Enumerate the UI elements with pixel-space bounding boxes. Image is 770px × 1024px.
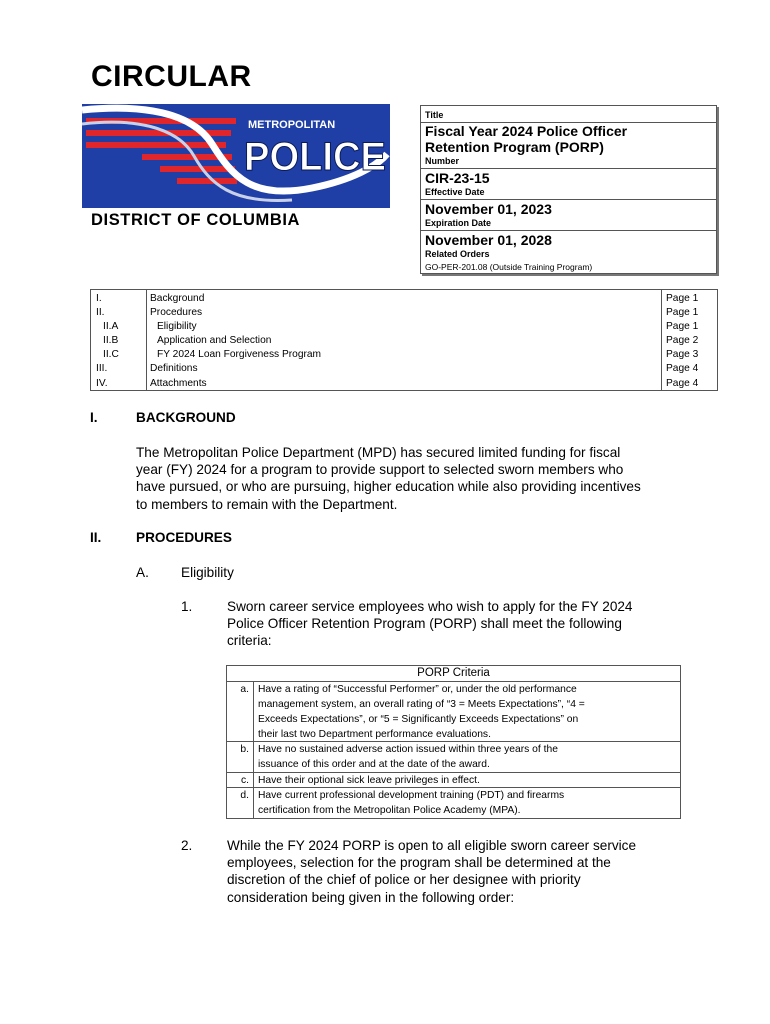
table-of-contents [90, 289, 718, 391]
toc-page: Page 1 [666, 307, 699, 319]
district-name: DISTRICT OF COLUMBIA [91, 211, 301, 229]
toc-title: Procedures [150, 307, 203, 319]
section-2-number: II. [90, 530, 102, 545]
criteria-line: issuance of this order and at the date of the award. [258, 759, 490, 770]
toc-page: Page 3 [666, 349, 699, 361]
toc-title: Application and Selection [157, 335, 272, 347]
criteria-line: Have no sustained adverse action issued within three years of the [258, 744, 558, 755]
subsection-a-heading: Eligibility [181, 565, 234, 580]
toc-title: FY 2024 Loan Forgiveness Program [157, 349, 322, 361]
title-value [421, 123, 716, 155]
toc-num: I. [96, 293, 102, 304]
paragraph-line: While the FY 2024 PORP is open to all eligible sworn career service [227, 838, 637, 853]
item-2-number: 2. [181, 838, 193, 853]
logo-police-text: POLICE [244, 135, 386, 179]
paragraph-line: criteria: [227, 633, 272, 649]
section-1-heading: BACKGROUND [136, 410, 236, 425]
criteria-line: certification from the Metropolitan Police Academy (MPA). [258, 805, 521, 816]
item-2-text [227, 837, 687, 906]
criteria-row-b [258, 742, 676, 772]
criteria-row-d [258, 788, 676, 818]
toc-page: Page 2 [666, 335, 699, 347]
paragraph-line: employees, selection for the program shall be determined at the [227, 855, 611, 871]
criteria-letter: b. [240, 744, 249, 755]
toc-num: II.B [103, 335, 119, 347]
toc-page: Page 1 [666, 293, 699, 304]
criteria-row-c [258, 773, 676, 788]
toc-title: Attachments [150, 377, 207, 389]
porp-criteria-table [226, 665, 681, 819]
paragraph-line: have pursued, or who are pursuing, higher education while also providing incentives [136, 479, 641, 495]
effective-date-value: November 01, 2023 [425, 201, 552, 217]
section-1-number: I. [90, 410, 98, 425]
paragraph-line: consideration being given in the following order: [227, 889, 515, 905]
paragraph-line: Police Officer Retention Program (PORP) shall meet the following [227, 616, 622, 632]
section-1-paragraph [136, 444, 696, 513]
criteria-letter: a. [240, 684, 249, 695]
title-value-line-2: Retention Program (PORP) [425, 139, 604, 155]
toc-page: Page 1 [666, 321, 699, 333]
criteria-line: Have current professional development training (PDT) and firearms [258, 790, 565, 801]
criteria-letter: c. [240, 775, 249, 786]
effective-date-label: Effective Date [425, 187, 485, 197]
related-orders-value: GO-PER-201.08 (Outside Training Program) [425, 262, 593, 272]
paragraph-line: Sworn career service employees who wish to apply for the FY 2024 [227, 599, 633, 614]
toc-num: II.C [103, 349, 119, 361]
criteria-line: management system, an overall rating of “3 = Meets Expectations”, “4 = [258, 699, 585, 710]
toc-page: Page 4 [666, 377, 699, 389]
criteria-line: Have a rating of “Successful Performer” or, under the old performance [258, 684, 577, 695]
criteria-row-a [258, 682, 676, 742]
toc-title: Background [150, 293, 205, 304]
number-value: CIR-23-15 [425, 170, 490, 186]
criteria-line: Exceeds Expectations”, or “5 = Significantly Exceeds Expectations” on [258, 714, 579, 725]
criteria-letter: d. [240, 790, 249, 801]
paragraph-line: The Metropolitan Police Department (MPD) has secured limited funding for fiscal [136, 445, 621, 460]
toc-num: IV. [96, 377, 108, 389]
toc-num: II. [96, 307, 105, 319]
section-2-heading: PROCEDURES [136, 530, 232, 545]
title-value-line-1: Fiscal Year 2024 Police Officer [425, 123, 628, 139]
mpd-police-logo [82, 104, 390, 208]
toc-title: Definitions [150, 363, 198, 375]
criteria-header: PORP Criteria [417, 667, 490, 679]
item-1-number: 1. [181, 599, 193, 614]
paragraph-line: to members to remain with the Department. [136, 496, 398, 512]
toc-num: II.A [103, 321, 119, 333]
toc-page: Page 4 [666, 363, 699, 375]
toc-num: III. [96, 363, 108, 375]
paragraph-line: year (FY) 2024 for a program to provide support to selected sworn members who [136, 462, 624, 478]
order-info-box [420, 105, 717, 274]
criteria-line: their last two Department performance evaluations. [258, 729, 491, 740]
subsection-a-number: A. [136, 565, 149, 580]
title-label: Title [425, 110, 444, 120]
toc-title: Eligibility [157, 321, 197, 333]
expiration-date-label: Expiration Date [425, 218, 492, 228]
related-orders-label: Related Orders [425, 249, 490, 259]
logo-metropolitan-text: METROPOLITAN [248, 119, 336, 131]
expiration-date-value: November 01, 2028 [425, 232, 552, 248]
document-title: CIRCULAR [91, 60, 252, 93]
criteria-line: Have their optional sick leave privileges in effect. [258, 775, 480, 786]
number-label: Number [425, 156, 460, 166]
item-1-text [227, 598, 687, 650]
paragraph-line: discretion of the chief of police or her designee with priority [227, 872, 581, 888]
